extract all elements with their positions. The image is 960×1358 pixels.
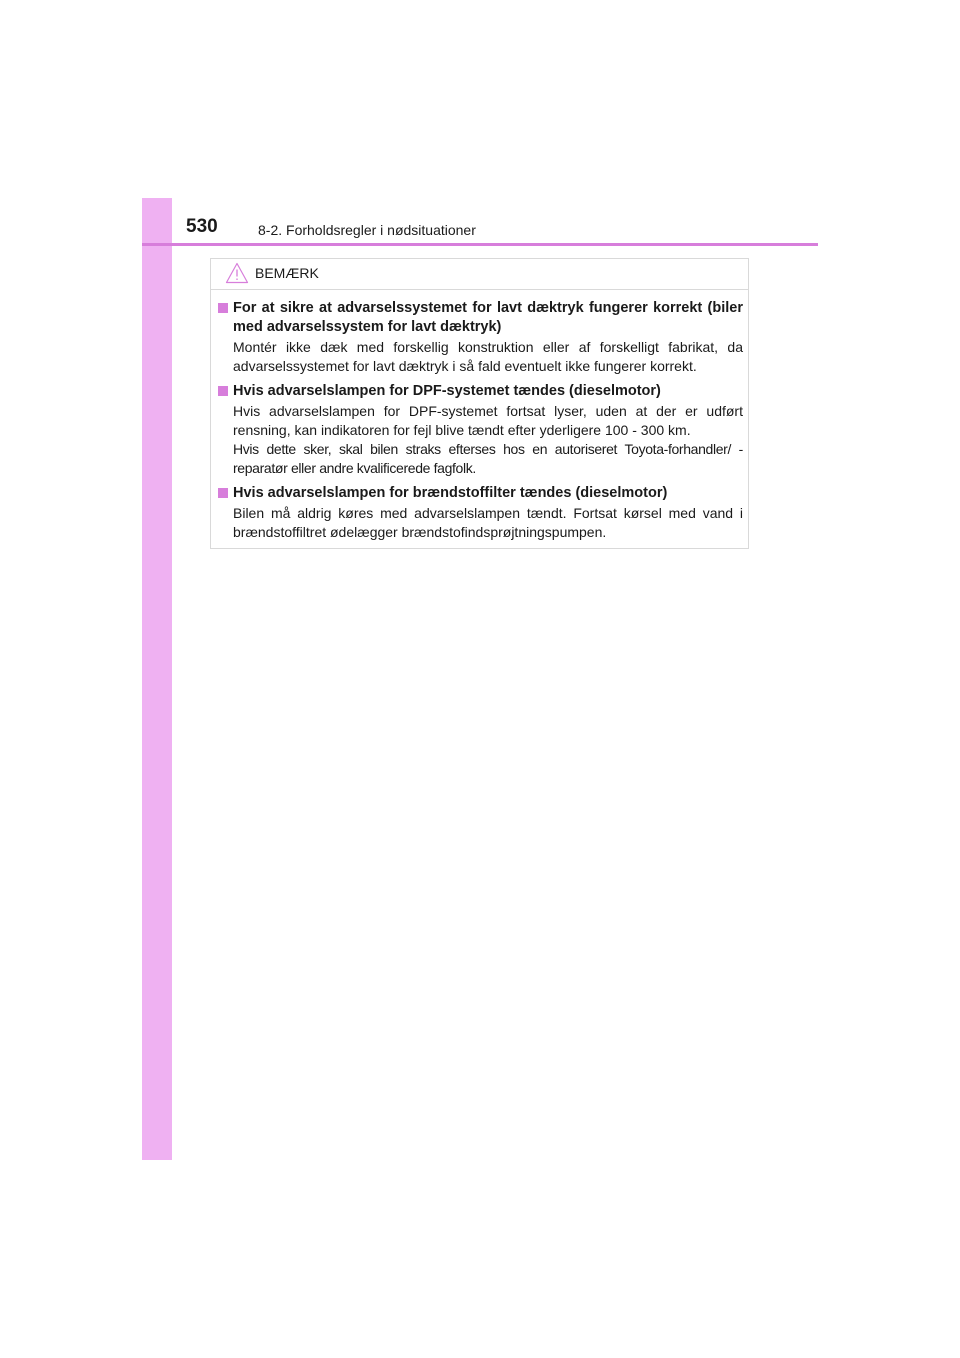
section-heading [218, 484, 743, 503]
warning-triangle-icon [225, 261, 249, 285]
header-rule [142, 243, 818, 246]
section-heading-text: Hvis advarselslampen for DPF-systemet tændes (dieselmotor) [233, 383, 661, 399]
notice-section-dpf [218, 382, 743, 478]
section-paragraph: Hvis dette sker, skal bilen straks efterses hos en autoriseret Toyota-forhandler/ -reparatør eller andre kvalificerede fagfolk. [233, 441, 743, 476]
notice-title: BEMÆRK [255, 265, 319, 281]
section-paragraph: Montér ikke dæk med forskellig konstruktion eller af forskelligt fabrikat, da advarselssystemet for lavt dæktryk i så fald eventuelt ikke fungerer korrekt. [233, 339, 743, 374]
notice-section-fuel-filter [218, 484, 743, 542]
section-heading-text: For at sikre at advarselssystemet for lavt dæktryk fungerer korrekt (biler med advarselssystem for lavt dæktryk) [233, 300, 743, 335]
square-bullet-icon [218, 488, 228, 498]
section-title: 8-2. Forholdsregler i nødsituationer [258, 222, 476, 238]
section-paragraph: Hvis advarselslampen for DPF-systemet fortsat lyser, uden at der er udført rensning, kan indikatoren for fejl blive tændt efter yderligere 100 - 300 km. [233, 403, 743, 438]
notice-body [218, 299, 743, 548]
notice-box [210, 258, 749, 549]
square-bullet-icon [218, 303, 228, 313]
notice-header [211, 259, 748, 290]
section-heading [218, 382, 743, 401]
notice-section-tire-pressure [218, 299, 743, 376]
section-paragraph: Bilen må aldrig køres med advarselslampen tændt. Fortsat kørsel med vand i brændstoffiltret ødelægger brændstofindsprøjtningspumpen. [233, 505, 743, 540]
chapter-side-band [142, 198, 172, 1160]
page-number: 530 [186, 216, 218, 237]
section-heading-text: Hvis advarselslampen for brændstoffilter tændes (dieselmotor) [233, 485, 668, 501]
square-bullet-icon [218, 386, 228, 396]
section-heading [218, 299, 743, 337]
